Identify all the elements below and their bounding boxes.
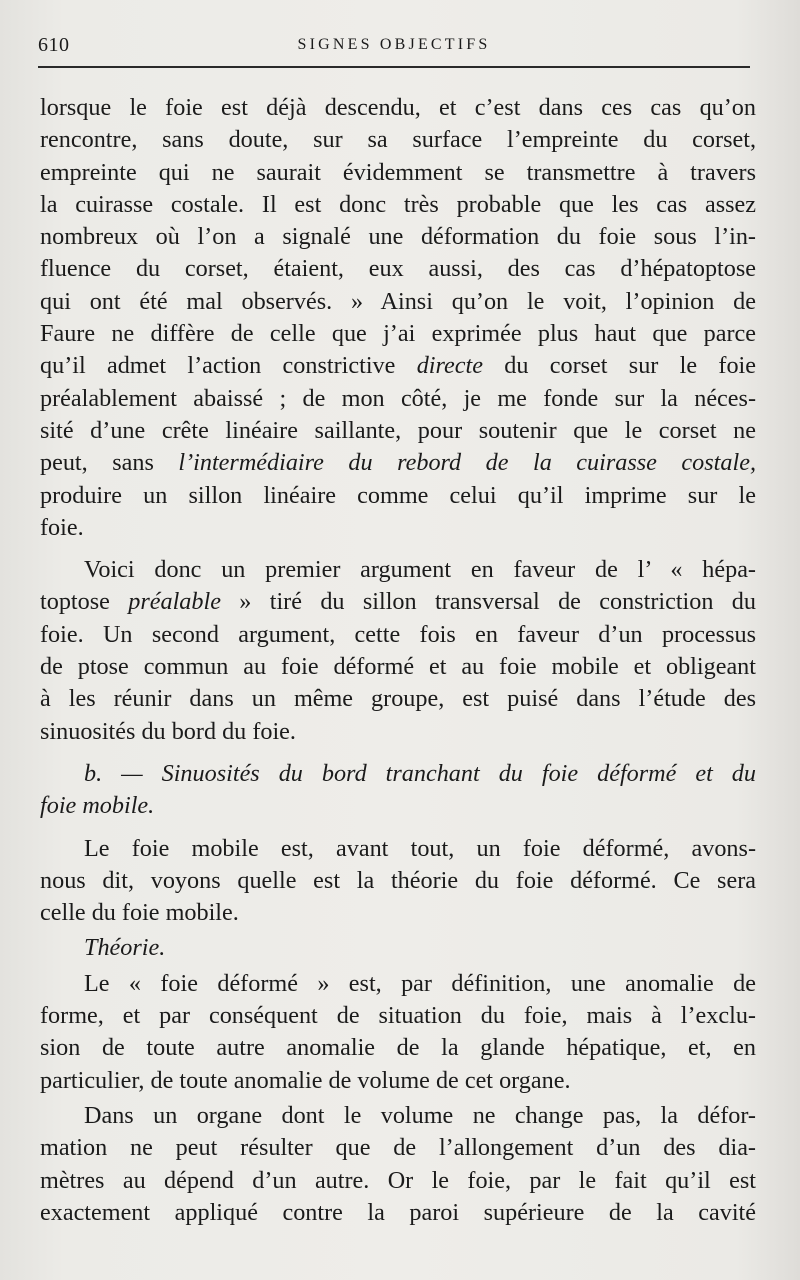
text-line: nombreux où l’on a signalé une déformation du foie sous l’in-	[40, 223, 756, 251]
text-line	[40, 790, 756, 822]
text-segment: peut, sans	[40, 449, 179, 477]
page-number: 610	[38, 34, 70, 56]
text-line: Le foie mobile est, avant tout, un foie déformé, avons-	[84, 834, 756, 862]
text-line: produire un sillon linéaire comme celui qu’il imprime sur le	[40, 481, 756, 509]
text-line: forme, et par conséquent de situation du foie, mais à l’exclu-	[40, 1002, 756, 1030]
page-header	[38, 30, 750, 64]
text-line: empreinte qui ne saurait évidemment se transmettre à travers	[40, 158, 756, 186]
text-line: foie. Un second argument, cette fois en faveur d’un processus	[40, 620, 756, 648]
text-line: nous dit, voyons quelle est la théorie du foie déformé. Ce sera	[40, 866, 756, 894]
text-line: Voici donc un premier argument en faveur de l’ « hépa-	[84, 556, 756, 584]
text-line: sion de toute autre anomalie de la glande hépatique, et, en	[40, 1034, 756, 1062]
text-line: mation ne peut résulter que de l’allongement d’un des dia-	[40, 1134, 756, 1162]
italic-segment: b. — Sinuosités du bord tranchant du foie déformé et du	[84, 759, 756, 787]
text-line: fluence du corset, étaient, eux aussi, des cas d’hépatoptose	[40, 255, 756, 283]
text-line: lorsque le foie est déjà descendu, et c’est dans ces cas qu’on	[40, 94, 756, 121]
text-line	[40, 447, 756, 479]
body-text	[40, 92, 756, 1229]
text-line	[40, 586, 756, 618]
text-line: Dans un organe dont le volume ne change pas, la défor-	[84, 1101, 756, 1129]
text-line: préalablement abaissé ; de mon côté, je me fonde sur la néces-	[40, 384, 756, 412]
text-line: la cuirasse costale. Il est donc très probable que les cas assez	[40, 190, 756, 218]
running-head: SIGNES OBJECTIFS	[297, 36, 491, 53]
italic-segment: préalable	[128, 588, 221, 616]
text-line: sité d’une crête linéaire saillante, pour soutenir que le corset ne	[40, 416, 756, 444]
italic-segment: Théorie.	[84, 934, 166, 962]
text-line: particulier, de toute anomalie de volume de cet organe.	[40, 1066, 571, 1094]
italic-segment: foie mobile.	[40, 792, 155, 820]
text-line: sinuosités du bord du foie.	[40, 717, 296, 745]
text-line: mètres au dépend d’un autre. Or le foie, par le fait qu’il est	[40, 1166, 756, 1194]
text-line: celle du foie mobile.	[40, 899, 239, 927]
text-line: à les réunir dans un même groupe, est puisé dans l’étude des	[40, 685, 756, 713]
text-segment: qu’il admet l’action constrictive	[40, 352, 417, 380]
text-line: Faure ne diffère de celle que j’ai exprimée plus haut que parce	[40, 320, 756, 348]
text-line: Le « foie déformé » est, par définition, une anomalie de	[84, 969, 756, 997]
italic-segment: l’intermédiaire du rebord de la cuirasse costale,	[178, 449, 756, 477]
text-line	[40, 932, 756, 964]
text-line	[40, 350, 756, 382]
text-line: foie.	[40, 513, 84, 541]
text-line: rencontre, sans doute, sur sa surface l’empreinte du corset,	[40, 126, 756, 154]
text-line	[40, 758, 756, 790]
italic-segment: directe	[416, 352, 483, 380]
text-line: exactement appliqué contre la paroi supérieure de la cavité	[40, 1198, 756, 1226]
header-rule	[38, 66, 750, 68]
text-line: de ptose commun au foie déformé et au foie mobile et obligeant	[40, 653, 756, 681]
text-line: qui ont été mal observés. » Ainsi qu’on le voit, l’opinion de	[40, 287, 756, 315]
text-segment: » tiré du sillon transversal de constriction du	[220, 588, 756, 616]
text-segment: toptose	[40, 588, 129, 616]
text-segment: du corset sur le foie	[482, 352, 756, 380]
